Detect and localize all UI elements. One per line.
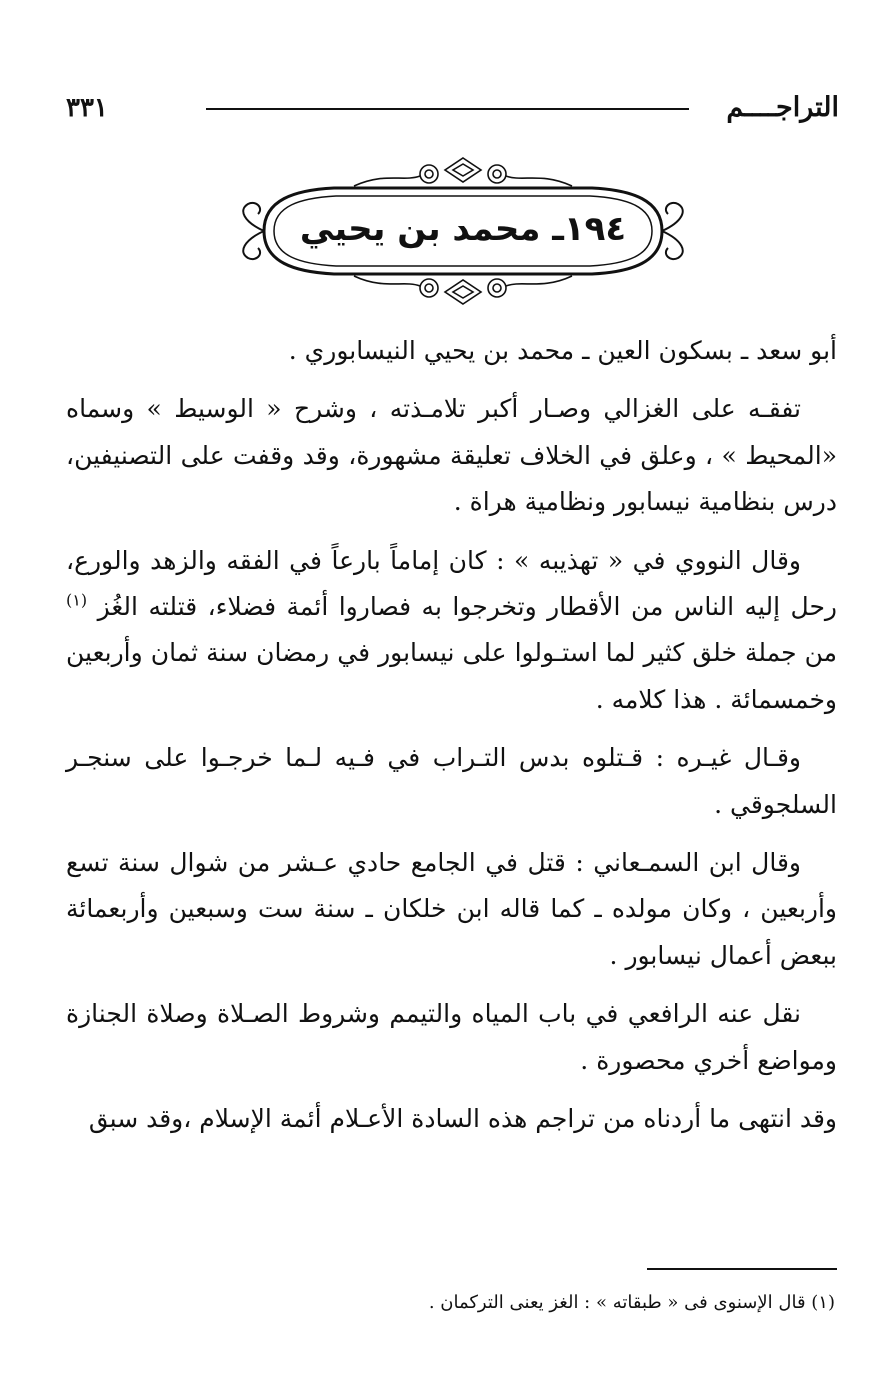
paragraph-with-footnote [66, 538, 837, 724]
paragraph-text: من جملة خلق كثير لما استـولوا على نيسابور في رمضان سنة ثمان وأربعين وخمسمائة . هذا كلامه . [66, 638, 837, 714]
paragraph-text: وقال النووي في « تهذيبه » : كان إماماً بارعاً في الفقه والزهد والورع، رحل إليه الناس من الأقطار وتخرجوا به فصاروا أئمة فضلاء، قتلته الغُز [66, 545, 837, 622]
paragraph: وقد انتهى ما أردناه من تراجم هذه السادة الأعـلام أئمة الإسلام ،وقد سبق [88, 1104, 837, 1134]
paragraph: وقال ابن السمـعاني : قتل في الجامع حادي عـشر من شوال سنة تسع وأربعين ، وكان مولده ـ كما قاله ابن خلكان ـ سنة ست وسبعين وأربعمائة ببعض أعمال نيسابور . [66, 848, 837, 970]
chapter-title: ١٩٤ـ محمد بن يحيي [299, 209, 627, 249]
paragraph: وقـال غيـره : قـتلوه بدس التـراب في فـيه لـما خرجـوا على سنجـر السلجوقي . [66, 743, 837, 819]
paragraph: تفقـه على الغزالي وصـار أكبر تلامـذته ، وشرح « الوسيط » وسماه «المحيط » ، وعلق في الخلاف تعليقة مشهورة، وقد وقفت على التصنيفين، درس بنظامية نيسابور ونظامية هراة . [66, 394, 837, 517]
paragraph: نقل عنه الرافعي في باب المياه والتيمم وشروط الصـلاة وصلاة الجنازة ومواضع أخري محصورة . [66, 999, 837, 1075]
footnote: (١) قال الإسنوى فى « طبقاته » : الغز يعنى التركمان . [428, 1292, 835, 1313]
chapter-title-frame [224, 152, 702, 310]
footnote-marker: (١) [66, 590, 88, 610]
body-text [66, 328, 837, 1155]
paragraph: أبو سعد ـ بسكون العين ـ محمد بن يحيي النيسابوري . [288, 336, 837, 365]
header-rule [206, 108, 689, 110]
page-number: ٣٣١ [66, 93, 108, 123]
footnote-rule [647, 1268, 837, 1270]
running-title: التراجــــم [726, 92, 839, 123]
running-header [66, 88, 839, 128]
